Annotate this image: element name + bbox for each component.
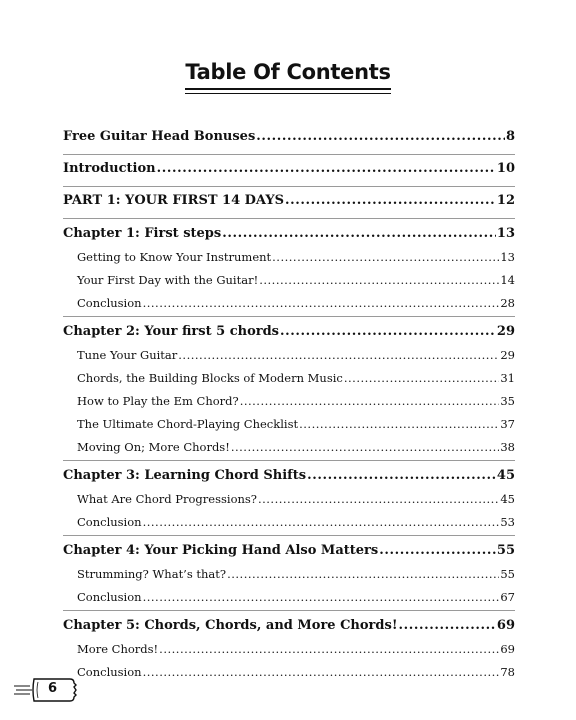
toc-section[interactable]	[63, 512, 515, 535]
chapter-page: 13	[496, 226, 515, 241]
toc-entry-page: 12	[496, 193, 515, 208]
page-folio	[14, 676, 80, 704]
toc-section[interactable]	[63, 270, 515, 293]
section-label: Conclusion	[77, 665, 142, 679]
section-label: Conclusion	[77, 296, 142, 310]
section-label: Getting to Know Your Instrument	[77, 250, 272, 264]
chapter-label: Chapter 1: First steps	[63, 226, 222, 241]
chapter-page: 45	[496, 468, 515, 483]
chapter-label: Chapter 3: Learning Chord Shifts	[63, 468, 307, 483]
leader-dots	[299, 414, 499, 434]
toc-entry-label: Introduction	[63, 161, 156, 176]
leader-dots	[272, 247, 499, 267]
guitar-headstock-icon	[14, 676, 80, 704]
page-number: 6	[48, 681, 58, 696]
leader-dots	[143, 293, 500, 313]
leader-dots	[143, 512, 500, 532]
leader-dots	[285, 191, 496, 211]
section-label: What Are Chord Progressions?	[77, 492, 257, 506]
toc-chapter-2[interactable]	[63, 321, 515, 345]
leader-dots	[256, 127, 505, 147]
chapter-page: 29	[496, 324, 515, 339]
section-page: 53	[500, 515, 515, 529]
toc-entry-front-2[interactable]	[63, 191, 515, 218]
toc-entry-page: 10	[496, 161, 515, 176]
section-page: 35	[500, 394, 515, 408]
leader-dots	[143, 662, 500, 682]
chapter-label: Chapter 2: Your first 5 chords	[63, 324, 279, 339]
section-page: 37	[500, 417, 515, 431]
toc-entry-label: PART 1: YOUR FIRST 14 DAYS	[63, 193, 285, 208]
toc-entry-front-1[interactable]	[63, 159, 515, 186]
section-page: 31	[500, 371, 515, 385]
leader-dots	[227, 564, 499, 584]
section-label: The Ultimate Chord-Playing Checklist	[77, 417, 299, 431]
toc-section[interactable]	[63, 437, 515, 460]
section-page: 67	[500, 590, 515, 604]
section-page: 29	[500, 348, 515, 362]
toc-chapter-3[interactable]	[63, 465, 515, 489]
title-container	[0, 60, 576, 90]
toc-section[interactable]	[63, 391, 515, 414]
leader-dots	[178, 345, 499, 365]
toc-section[interactable]	[63, 564, 515, 587]
toc-section[interactable]	[63, 414, 515, 437]
leader-dots	[258, 489, 499, 509]
section-page: 14	[500, 273, 515, 287]
toc-chapter-4[interactable]	[63, 540, 515, 564]
leader-dots	[240, 391, 500, 411]
toc-section[interactable]	[63, 293, 515, 316]
leader-dots	[280, 321, 496, 343]
leader-dots	[307, 465, 496, 487]
section-label: Tune Your Guitar	[77, 348, 178, 362]
page-title: Table Of Contents	[185, 60, 390, 90]
toc-section[interactable]	[63, 489, 515, 512]
section-label: More Chords!	[77, 642, 159, 656]
section-label: Strumming? What’s that?	[77, 567, 227, 581]
section-label: Moving On; More Chords!	[77, 440, 230, 454]
leader-dots	[159, 639, 499, 659]
toc-section[interactable]	[63, 345, 515, 368]
leader-dots	[259, 270, 499, 290]
section-label: Chords, the Building Blocks of Modern Music	[77, 371, 343, 385]
toc-entry-label: Free Guitar Head Bonuses	[63, 129, 256, 144]
toc-chapter-1[interactable]	[63, 223, 515, 247]
section-label: How to Play the Em Chord?	[77, 394, 239, 408]
leader-dots	[379, 540, 496, 562]
toc-section[interactable]	[63, 247, 515, 270]
table-of-contents	[63, 127, 515, 685]
section-page: 78	[500, 665, 515, 679]
section-label: Conclusion	[77, 590, 142, 604]
chapter-label: Chapter 4: Your Picking Hand Also Matters	[63, 543, 379, 558]
chapter-page: 69	[496, 618, 515, 633]
leader-dots	[143, 587, 500, 607]
leader-dots	[222, 223, 496, 245]
toc-section[interactable]	[63, 587, 515, 610]
toc-chapter-5[interactable]	[63, 615, 515, 639]
toc-section[interactable]	[63, 662, 515, 685]
section-page: 45	[500, 492, 515, 506]
section-page: 69	[500, 642, 515, 656]
toc-section[interactable]	[63, 368, 515, 391]
leader-dots	[399, 615, 496, 637]
section-label: Your First Day with the Guitar!	[77, 273, 259, 287]
chapter-label: Chapter 5: Chords, Chords, and More Chords!	[63, 618, 398, 633]
section-page: 28	[500, 296, 515, 310]
leader-dots	[231, 437, 500, 457]
section-page: 55	[500, 567, 515, 581]
leader-dots	[157, 159, 496, 179]
toc-entry-page: 8	[505, 129, 515, 144]
section-page: 13	[500, 250, 515, 264]
section-label: Conclusion	[77, 515, 142, 529]
toc-section[interactable]	[63, 639, 515, 662]
section-page: 38	[500, 440, 515, 454]
chapter-page: 55	[496, 543, 515, 558]
leader-dots	[344, 368, 500, 388]
toc-entry-front-0[interactable]	[63, 127, 515, 154]
